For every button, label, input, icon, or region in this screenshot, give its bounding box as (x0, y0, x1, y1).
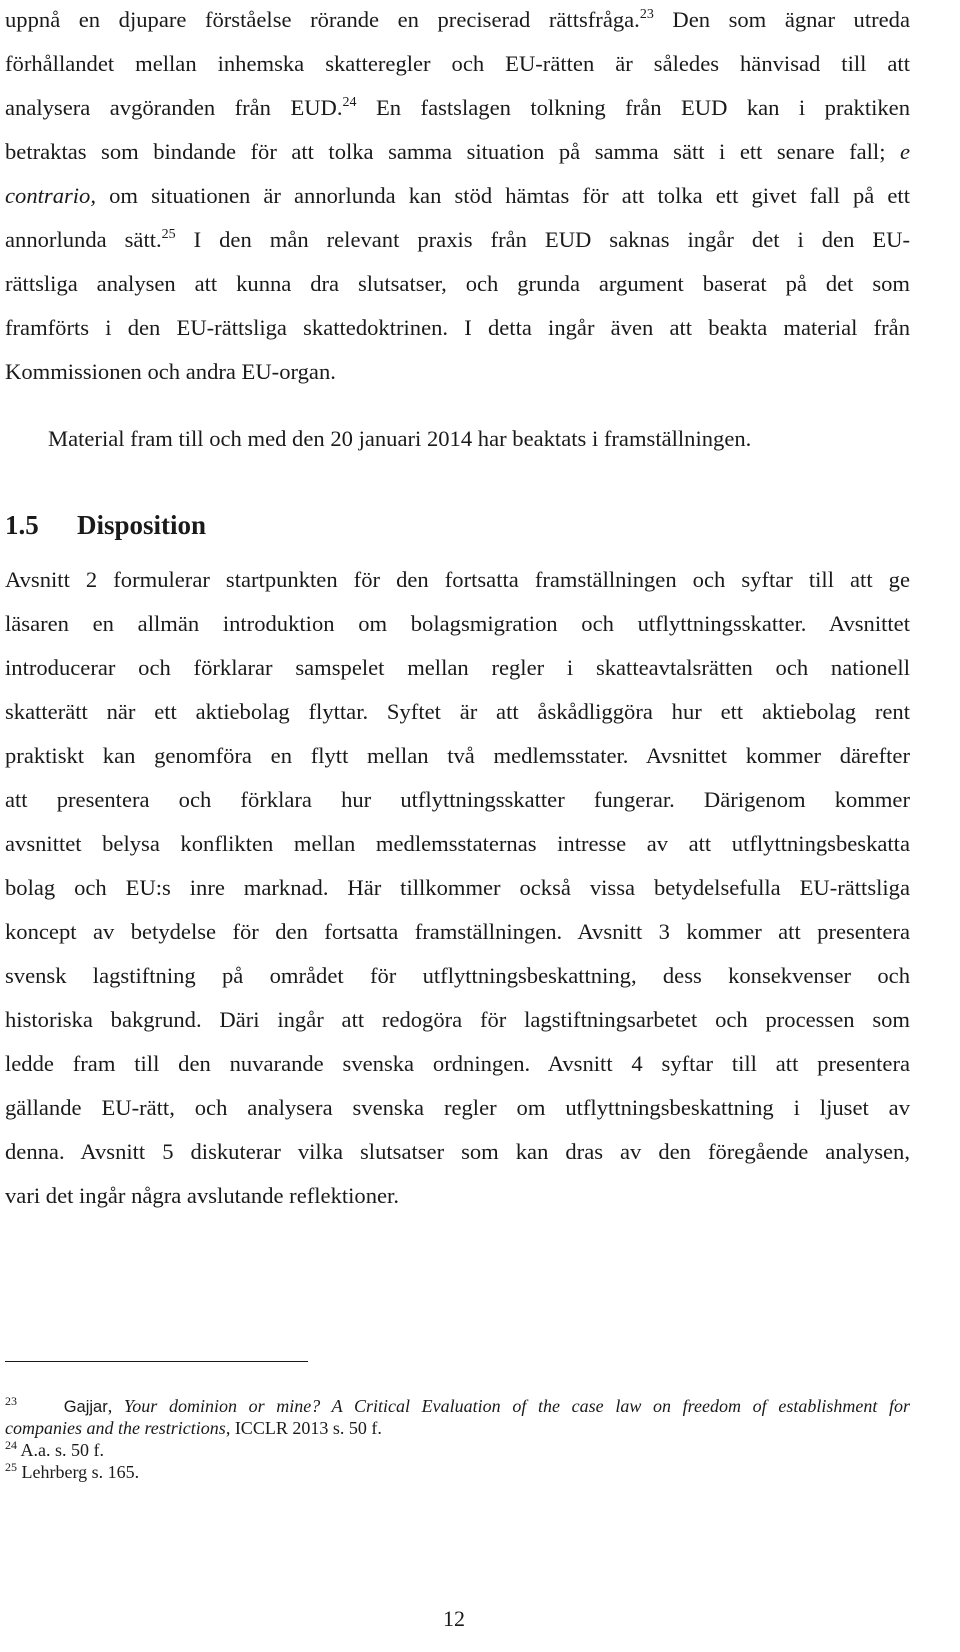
body-line: vari det ingår några avslutande reflektioner. (5, 1183, 399, 1208)
footnote-number: 23 (5, 1394, 17, 1408)
footnote-text: Lehrberg s. 165. (21, 1462, 140, 1482)
text-segment: I den mån relevant praxis från EUD saknas ingår det i den EU- (175, 227, 911, 252)
text-segment: uppnå en djupare förståelse rörande en preciserad rättsfråga. (5, 7, 640, 32)
text-segment: annorlunda sätt. (5, 227, 162, 252)
body-line: rättsliga analysen att kunna dra slutsatser, och grunda argument baserat på det som (5, 271, 910, 296)
footnote-24 (5, 1439, 910, 1461)
footnote-separator (5, 1361, 308, 1362)
section-heading (5, 508, 206, 542)
body-line (5, 138, 910, 166)
body-line (5, 182, 910, 210)
italic-text: contrario, (5, 183, 97, 208)
section-title: Disposition (77, 510, 207, 540)
footnote-ref-25[interactable]: 25 (161, 227, 176, 242)
body-line: denna. Avsnitt 5 diskuterar vilka slutsatser som kan dras av den föregående analysen, (5, 1139, 910, 1164)
body-line: introducerar och förklarar samspelet mellan regler i skatteavtalsrätten och nationell (5, 655, 910, 680)
italic-text: e (899, 139, 910, 164)
body-line (5, 6, 910, 34)
footnote-source: , ICCLR 2013 s. 50 f. (225, 1418, 382, 1438)
body-line: svensk lagstiftning på området för utflyttningsbeskattning, dess konsekvenser och (5, 963, 910, 988)
body-line: Avsnitt 2 formulerar startpunkten för den fortsatta framställningen och syftar till att ge (5, 567, 910, 592)
text-segment: Den som ägnar utreda (653, 7, 910, 32)
footnote-ref-23[interactable]: 23 (639, 7, 654, 22)
text-segment: analysera avgöranden från EUD. (5, 95, 343, 120)
body-line: historiska bakgrund. Däri ingår att redogöra för lagstiftningsarbetet och processen som (5, 1007, 910, 1032)
footnote-number: 25 (5, 1460, 17, 1474)
text-segment: , (107, 1396, 124, 1416)
body-line (5, 226, 910, 254)
body-line: Kommissionen och andra EU-organ. (5, 359, 336, 384)
text-segment: om situationen är annorlunda kan stöd hämtas för att tolka ett givet fall på ett (96, 183, 910, 208)
footnote-author: Gajjar (63, 1398, 108, 1416)
body-line: läsaren en allmän introduktion om bolagsmigration och utflyttningsskatter. Avsnittet (5, 611, 910, 636)
section-number: 1.5 (5, 510, 39, 540)
footnote-23-continued (5, 1417, 910, 1439)
text-segment: betraktas som bindande för att tolka samma situation på samma sätt i ett senare fall; (5, 139, 900, 164)
footnote-number: 24 (5, 1438, 17, 1452)
body-line: att presentera och förklara hur utflyttningsskatter fungerar. Därigenom kommer (5, 787, 910, 812)
body-line: gällande EU-rätt, och analysera svenska regler om utflyttningsbeskattning i ljuset av (5, 1095, 910, 1120)
footnote-ref-24[interactable]: 24 (342, 95, 357, 110)
body-line: framförts i den EU-rättsliga skattedoktrinen. I detta ingår även att beakta material från (5, 315, 910, 340)
body-line: koncept av betydelse för den fortsatta framställningen. Avsnitt 3 kommer att presentera (5, 919, 910, 944)
body-line: praktiskt kan genomföra en flytt mellan två medlemsstater. Avsnittet kommer därefter (5, 743, 910, 768)
body-line: förhållandet mellan inhemska skatteregler och EU-rätten är således hänvisad till att (5, 51, 910, 76)
body-line: ledde fram till den nuvarande svenska ordningen. Avsnitt 4 syftar till att presentera (5, 1051, 910, 1076)
body-line: skatterätt när ett aktiebolag flyttar. Syftet är att åskådliggöra hur ett aktiebolag rent (5, 699, 910, 724)
page-number: 12 (443, 1606, 465, 1631)
footnote-title: Your dominion or mine? A Critical Evaluation of the case law on freedom of establishment for (123, 1396, 911, 1416)
footnote-title: companies and the restrictions (5, 1418, 226, 1438)
material-note: Material fram till och med den 20 januari 2014 har beaktats i framställningen. (48, 426, 752, 451)
text-segment: En fastslagen tolkning från EUD kan i praktiken (356, 95, 910, 120)
footnote-23 (5, 1395, 910, 1418)
body-line (5, 94, 910, 122)
footnote-25 (5, 1461, 910, 1483)
body-line: bolag och EU:s inre marknad. Här tillkommer också vissa betydelsefulla EU-rättsliga (5, 875, 910, 900)
footnote-text: A.a. s. 50 f. (20, 1440, 105, 1460)
body-line: avsnittet belysa konflikten mellan medlemsstaternas intresse av att utflyttningsbeskatta (5, 831, 910, 856)
